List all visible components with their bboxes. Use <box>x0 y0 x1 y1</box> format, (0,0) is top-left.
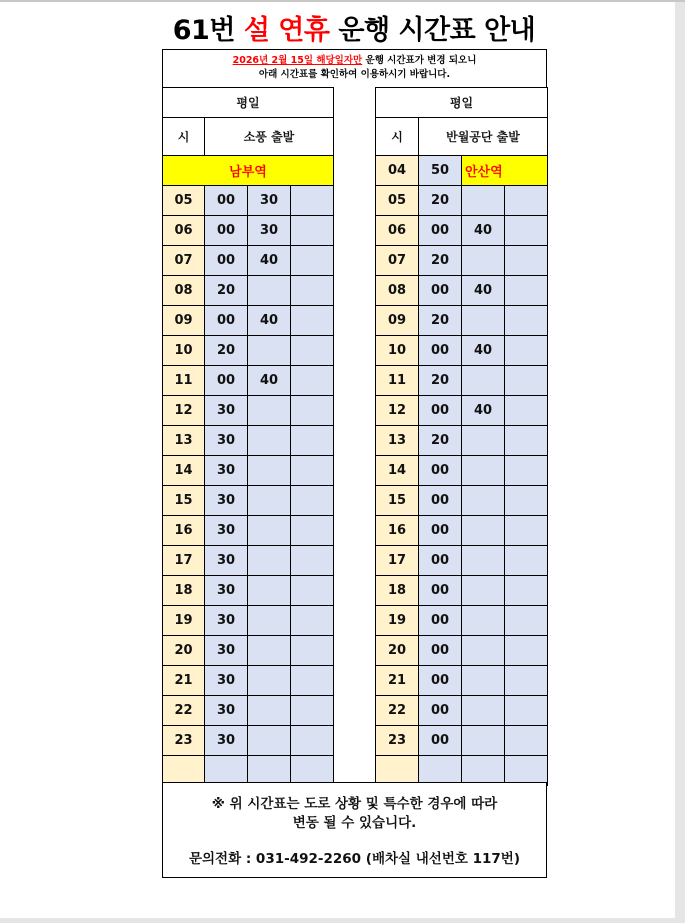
left-minute-cell <box>290 605 334 636</box>
right-minute-cell: 00 <box>418 695 462 726</box>
right-hour-cell: 17 <box>375 545 419 576</box>
right-hour-cell: 04 <box>375 155 419 186</box>
right-hour-cell: 05 <box>375 185 419 216</box>
right-hour-cell: 07 <box>375 245 419 276</box>
right-hour-cell: 15 <box>375 485 419 516</box>
right-minute-cell <box>461 425 505 456</box>
right-station-label: 안산역 <box>461 155 548 186</box>
left-minute-cell <box>247 455 291 486</box>
right-minute-cell: 00 <box>418 575 462 606</box>
right-minute-cell <box>461 185 505 216</box>
right-minute-cell <box>504 515 548 546</box>
right-minute-cell <box>504 485 548 516</box>
right-minute-cell <box>504 275 548 306</box>
notice-box <box>162 49 547 88</box>
left-minute-cell <box>290 395 334 426</box>
left-hour-cell: 14 <box>162 455 205 486</box>
footer-note-line2: 변동 될 수 있습니다. <box>292 815 417 831</box>
left-minute-cell <box>290 365 334 396</box>
left-minute-cell <box>247 515 291 546</box>
left-hour-cell: 20 <box>162 635 205 666</box>
right-hour-cell: 18 <box>375 575 419 606</box>
right-minute-cell <box>504 695 548 726</box>
right-minute-cell <box>504 425 548 456</box>
left-hour-cell: 21 <box>162 665 205 696</box>
right-minute-cell: 00 <box>418 395 462 426</box>
right-minute-cell: 00 <box>418 335 462 366</box>
left-hour-cell: 18 <box>162 575 205 606</box>
left-minute-cell <box>290 215 334 246</box>
left-minute-cell: 30 <box>247 185 291 216</box>
right-departure-header: 반월공단 출발 <box>418 117 548 156</box>
right-minute-cell <box>461 695 505 726</box>
left-minute-cell <box>247 395 291 426</box>
right-minute-cell <box>461 635 505 666</box>
notice-line2: 아래 시간표를 확인하여 이용하시기 바랍니다. <box>258 69 451 80</box>
left-minute-cell: 00 <box>204 245 248 276</box>
right-minute-cell <box>504 185 548 216</box>
left-minute-cell: 30 <box>247 215 291 246</box>
title-holiday: 설 연휴 <box>243 15 330 46</box>
right-hour-cell: 08 <box>375 275 419 306</box>
right-minute-cell <box>504 545 548 576</box>
left-minute-cell <box>290 635 334 666</box>
right-minute-cell: 00 <box>418 635 462 666</box>
right-minute-cell: 00 <box>418 485 462 516</box>
right-hour-cell: 13 <box>375 425 419 456</box>
left-hour-cell: 08 <box>162 275 205 306</box>
left-minute-cell <box>247 725 291 756</box>
right-hour-cell: 09 <box>375 305 419 336</box>
right-minute-cell <box>461 245 505 276</box>
right-minute-cell <box>504 365 548 396</box>
left-minute-cell <box>290 665 334 696</box>
left-hour-cell: 13 <box>162 425 205 456</box>
right-minute-cell <box>504 335 548 366</box>
left-minute-cell: 30 <box>204 605 248 636</box>
left-hour-cell: 11 <box>162 365 205 396</box>
right-minute-cell: 50 <box>418 155 462 186</box>
left-minute-cell <box>290 515 334 546</box>
left-hour-cell: 09 <box>162 305 205 336</box>
left-hour-header: 시 <box>162 117 205 156</box>
left-minute-cell: 30 <box>204 545 248 576</box>
right-minute-cell <box>461 575 505 606</box>
left-minute-cell <box>247 665 291 696</box>
left-minute-cell <box>290 455 334 486</box>
right-minute-cell: 00 <box>418 515 462 546</box>
left-minute-cell: 40 <box>247 305 291 336</box>
left-minute-cell <box>247 275 291 306</box>
right-hour-cell: 21 <box>375 665 419 696</box>
right-minute-cell: 40 <box>461 395 505 426</box>
left-minute-cell <box>290 305 334 336</box>
left-minute-cell <box>290 185 334 216</box>
notice-date: 2026년 2월 15일 해당일자만 <box>232 55 363 66</box>
footer-box <box>162 782 547 878</box>
page-title <box>162 14 546 48</box>
left-minute-cell <box>290 335 334 366</box>
left-minute-cell: 20 <box>204 275 248 306</box>
right-hour-cell: 19 <box>375 605 419 636</box>
left-minute-cell <box>247 695 291 726</box>
right-minute-cell <box>504 635 548 666</box>
right-minute-cell: 20 <box>418 425 462 456</box>
left-day-label: 평일 <box>162 87 334 118</box>
left-minute-cell: 30 <box>204 455 248 486</box>
right-minute-cell <box>461 485 505 516</box>
right-hour-cell: 06 <box>375 215 419 246</box>
left-minute-cell: 30 <box>204 395 248 426</box>
left-minute-cell <box>290 545 334 576</box>
right-hour-cell: 14 <box>375 455 419 486</box>
right-hour-cell: 11 <box>375 365 419 396</box>
right-minute-cell: 20 <box>418 365 462 396</box>
right-minute-cell: 00 <box>418 725 462 756</box>
left-minute-cell: 30 <box>204 485 248 516</box>
right-minute-cell <box>504 395 548 426</box>
left-minute-cell: 30 <box>204 695 248 726</box>
right-minute-cell <box>504 215 548 246</box>
footer-contact: 문의전화 : 031-492-2260 (배차실 내선번호 117번) <box>188 851 521 867</box>
right-minute-cell <box>504 605 548 636</box>
right-minute-cell <box>504 575 548 606</box>
left-minute-cell: 30 <box>204 725 248 756</box>
right-minute-cell <box>504 455 548 486</box>
right-minute-cell: 40 <box>461 335 505 366</box>
right-minute-cell <box>504 665 548 696</box>
left-minute-cell <box>290 245 334 276</box>
column-gap <box>332 87 376 783</box>
notice-line1: 운행 시간표가 변경 되오니 <box>362 55 477 66</box>
left-minute-cell <box>247 425 291 456</box>
footer-note-line1: ※ 위 시간표는 도로 상황 및 특수한 경우에 따라 <box>211 796 498 812</box>
left-minute-cell <box>290 425 334 456</box>
left-minute-cell <box>247 545 291 576</box>
left-hour-cell: 06 <box>162 215 205 246</box>
right-minute-cell: 40 <box>461 215 505 246</box>
left-minute-cell <box>290 275 334 306</box>
left-hour-cell: 12 <box>162 395 205 426</box>
left-hour-cell: 19 <box>162 605 205 636</box>
right-minute-cell: 00 <box>418 215 462 246</box>
left-minute-cell: 30 <box>204 425 248 456</box>
left-minute-cell: 30 <box>204 665 248 696</box>
right-minute-cell: 20 <box>418 185 462 216</box>
right-hour-header: 시 <box>375 117 419 156</box>
left-minute-cell: 40 <box>247 365 291 396</box>
right-minute-cell: 40 <box>461 275 505 306</box>
left-minute-cell <box>290 485 334 516</box>
left-station-label: 남부역 <box>162 155 334 186</box>
right-hour-cell: 23 <box>375 725 419 756</box>
left-minute-cell: 30 <box>204 635 248 666</box>
right-minute-cell <box>461 515 505 546</box>
left-minute-cell: 30 <box>204 575 248 606</box>
right-hour-cell: 22 <box>375 695 419 726</box>
left-hour-cell: 07 <box>162 245 205 276</box>
left-hour-cell: 10 <box>162 335 205 366</box>
right-hour-cell: 10 <box>375 335 419 366</box>
left-minute-cell <box>290 575 334 606</box>
right-minute-cell: 20 <box>418 245 462 276</box>
left-minute-cell: 00 <box>204 185 248 216</box>
right-minute-cell <box>461 545 505 576</box>
right-hour-cell: 20 <box>375 635 419 666</box>
right-minute-cell <box>504 305 548 336</box>
left-minute-cell: 00 <box>204 365 248 396</box>
left-minute-cell <box>247 605 291 636</box>
left-minute-cell: 30 <box>204 515 248 546</box>
right-minute-cell <box>461 365 505 396</box>
right-minute-cell: 00 <box>418 545 462 576</box>
left-hour-cell: 22 <box>162 695 205 726</box>
left-minute-cell: 20 <box>204 335 248 366</box>
left-hour-cell: 23 <box>162 725 205 756</box>
right-minute-cell <box>504 245 548 276</box>
left-minute-cell: 40 <box>247 245 291 276</box>
left-minute-cell: 00 <box>204 215 248 246</box>
title-rest: 운행 시간표 안내 <box>329 15 536 46</box>
right-minute-cell: 00 <box>418 665 462 696</box>
title-route: 61번 <box>172 15 244 46</box>
right-minute-cell: 00 <box>418 455 462 486</box>
right-minute-cell: 20 <box>418 305 462 336</box>
left-minute-cell <box>247 485 291 516</box>
left-minute-cell <box>247 335 291 366</box>
left-minute-cell <box>247 575 291 606</box>
right-minute-cell: 00 <box>418 605 462 636</box>
left-minute-cell <box>290 695 334 726</box>
left-hour-cell: 05 <box>162 185 205 216</box>
right-minute-cell: 00 <box>418 275 462 306</box>
left-hour-cell: 16 <box>162 515 205 546</box>
right-hour-cell: 12 <box>375 395 419 426</box>
right-minute-cell <box>504 725 548 756</box>
right-minute-cell <box>461 455 505 486</box>
left-minute-cell: 00 <box>204 305 248 336</box>
left-minute-cell <box>290 725 334 756</box>
left-hour-cell: 15 <box>162 485 205 516</box>
right-hour-cell: 16 <box>375 515 419 546</box>
right-minute-cell <box>461 725 505 756</box>
right-minute-cell <box>461 665 505 696</box>
left-minute-cell <box>247 635 291 666</box>
right-minute-cell <box>461 605 505 636</box>
right-minute-cell <box>461 305 505 336</box>
left-hour-cell: 17 <box>162 545 205 576</box>
right-day-label: 평일 <box>375 87 548 118</box>
left-departure-header: 소풍 출발 <box>204 117 334 156</box>
